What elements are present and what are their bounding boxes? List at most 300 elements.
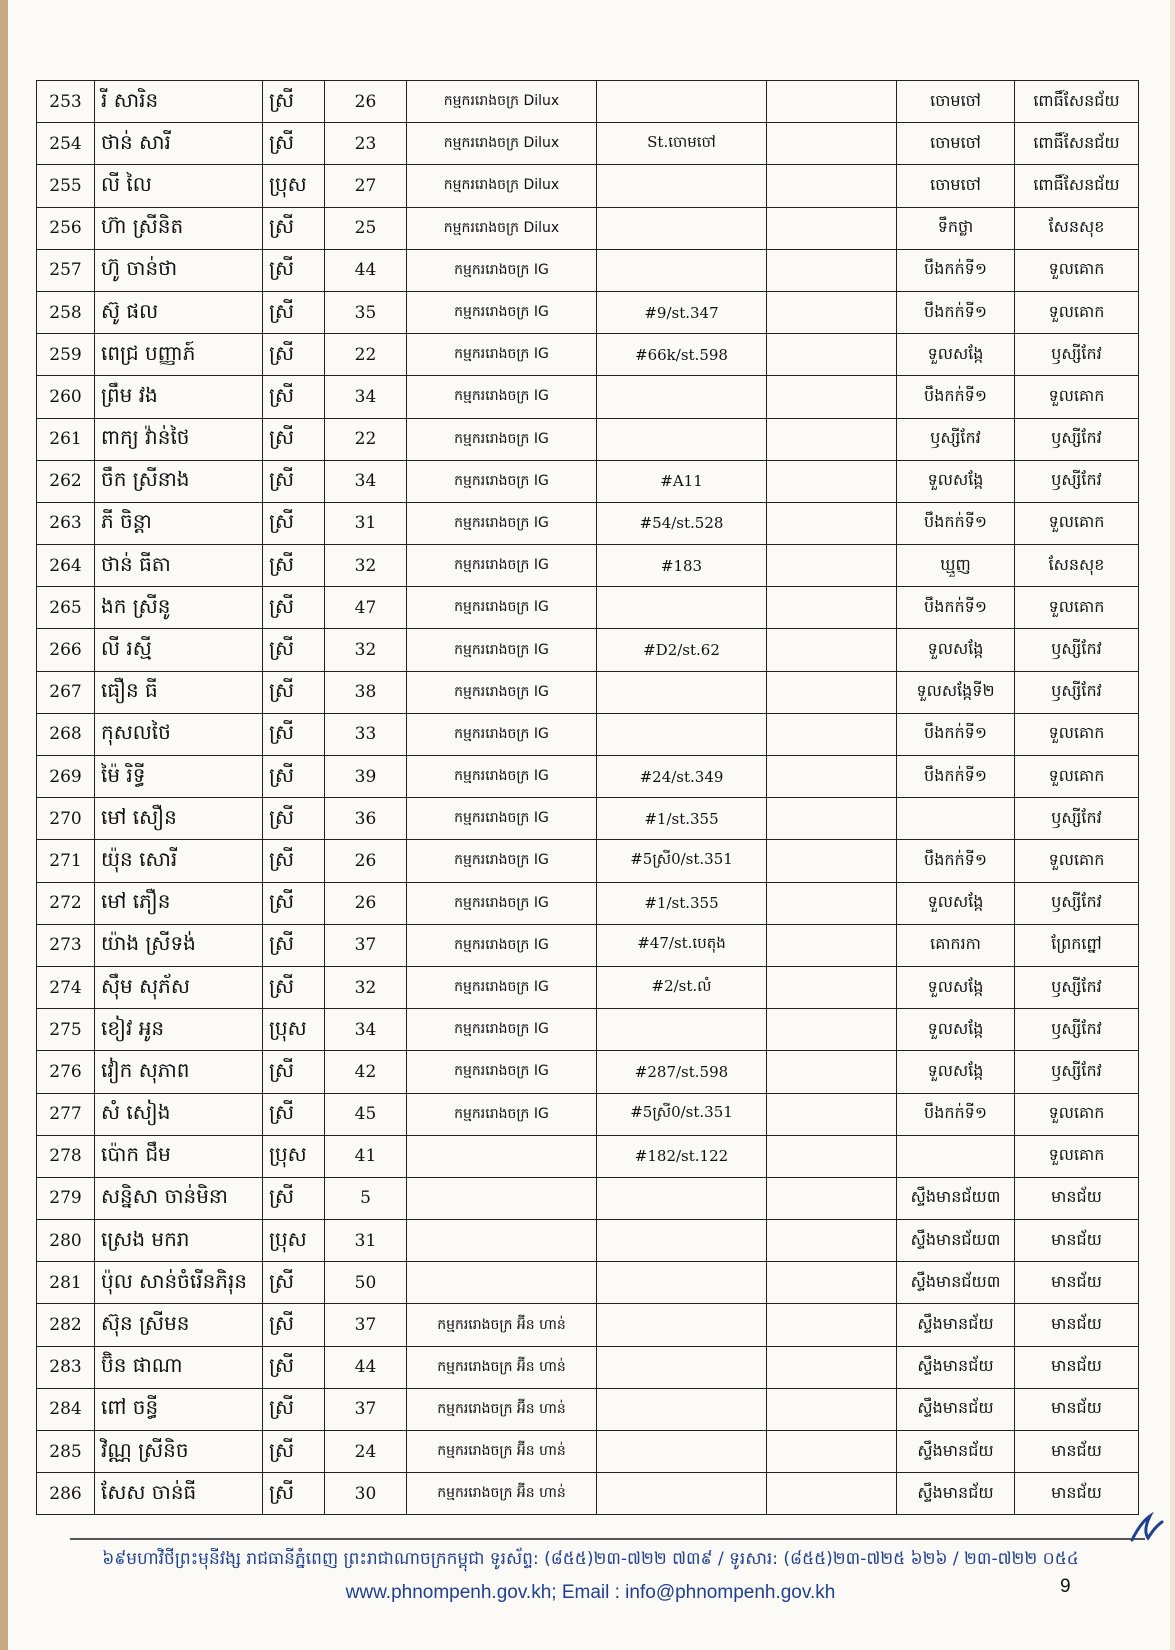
table-row xyxy=(37,1262,1139,1304)
row-number: 286 xyxy=(37,1473,95,1515)
blank-cell xyxy=(767,1220,897,1262)
row-number: 277 xyxy=(37,1093,95,1135)
table-row xyxy=(37,1431,1139,1473)
occupation-cell xyxy=(407,1177,597,1219)
person-name: កុសលថៃ xyxy=(95,713,263,755)
age-cell: 26 xyxy=(325,882,407,924)
person-name: ពេជ្រ បញ្ញាភ៍ xyxy=(95,334,263,376)
blank-cell xyxy=(767,165,897,207)
person-name: ងក ស្រីនូ xyxy=(95,587,263,629)
table-row xyxy=(37,713,1139,755)
blank-cell xyxy=(767,882,897,924)
house-address-cell: #2/st.លំ xyxy=(597,966,767,1008)
sex-cell: ប្រុស xyxy=(263,1009,325,1051)
row-number: 284 xyxy=(37,1388,95,1430)
row-number: 285 xyxy=(37,1431,95,1473)
table-row xyxy=(37,756,1139,798)
age-cell: 37 xyxy=(325,1304,407,1346)
village-cell: ស្ទឹងមានជ័យ xyxy=(897,1431,1015,1473)
house-address-cell: #66k/st.598 xyxy=(597,334,767,376)
village-cell: បឹងកក់ទី១ xyxy=(897,713,1015,755)
occupation-cell: កម្មកររោងចក្រ IG xyxy=(407,671,597,713)
row-number: 270 xyxy=(37,798,95,840)
person-name: ចឹក ស្រីនាង xyxy=(95,460,263,502)
house-address-cell: #9/st.347 xyxy=(597,291,767,333)
house-address-cell xyxy=(597,376,767,418)
blank-cell xyxy=(767,1135,897,1177)
sex-cell: ស្រី xyxy=(263,1177,325,1219)
district-cell: ទួលគោក xyxy=(1015,376,1139,418)
sex-cell: ស្រី xyxy=(263,1093,325,1135)
blank-cell xyxy=(767,249,897,291)
blank-cell xyxy=(767,1346,897,1388)
person-name: វិណ្ណ ស្រីនិច xyxy=(95,1431,263,1473)
village-cell: ទួលសង្កែ xyxy=(897,966,1015,1008)
occupation-cell: កម្មកររោងចក្រ Dilux xyxy=(407,207,597,249)
person-name: ស៊ឹម សុភ័ស xyxy=(95,966,263,1008)
district-cell: មានជ័យ xyxy=(1015,1220,1139,1262)
table-row xyxy=(37,291,1139,333)
district-cell: ទួលគោក xyxy=(1015,502,1139,544)
district-cell: ទួលគោក xyxy=(1015,756,1139,798)
district-cell: មានជ័យ xyxy=(1015,1304,1139,1346)
village-cell: ទួលសង្កែ xyxy=(897,460,1015,502)
row-number: 266 xyxy=(37,629,95,671)
age-cell: 24 xyxy=(325,1431,407,1473)
occupation-cell: កម្មកររោងចក្រ IG xyxy=(407,545,597,587)
village-cell: ចោមចៅ xyxy=(897,165,1015,207)
district-cell: មានជ័យ xyxy=(1015,1346,1139,1388)
age-cell: 32 xyxy=(325,545,407,587)
sex-cell: ស្រី xyxy=(263,1388,325,1430)
document-page xyxy=(8,0,1170,1650)
age-cell: 38 xyxy=(325,671,407,713)
blank-cell xyxy=(767,671,897,713)
row-number: 265 xyxy=(37,587,95,629)
age-cell: 35 xyxy=(325,291,407,333)
occupation-cell xyxy=(407,1220,597,1262)
village-cell: បឹងកក់ទី១ xyxy=(897,502,1015,544)
table-row xyxy=(37,1346,1139,1388)
sex-cell: ស្រី xyxy=(263,502,325,544)
table-row xyxy=(37,1051,1139,1093)
row-number: 261 xyxy=(37,418,95,460)
village-cell: ស្ទឹងមានជ័យ xyxy=(897,1304,1015,1346)
occupation-cell: កម្មកររោងចក្រ IG xyxy=(407,713,597,755)
person-name: រី សារិន xyxy=(95,81,263,123)
person-name: ស្រេង មករា xyxy=(95,1220,263,1262)
occupation-cell: កម្មកររោងចក្រ IG xyxy=(407,840,597,882)
sex-cell: ស្រី xyxy=(263,587,325,629)
blank-cell xyxy=(767,798,897,840)
occupation-cell xyxy=(407,1262,597,1304)
village-cell: ស្ទឹងមានជ័យ៣ xyxy=(897,1262,1015,1304)
person-name: យ៉ាង ស្រីទង់ xyxy=(95,924,263,966)
blank-cell xyxy=(767,587,897,629)
house-address-cell xyxy=(597,207,767,249)
row-number: 271 xyxy=(37,840,95,882)
district-cell: មានជ័យ xyxy=(1015,1431,1139,1473)
village-cell: ទួលសង្កែទី២ xyxy=(897,671,1015,713)
row-number: 262 xyxy=(37,460,95,502)
row-number: 280 xyxy=(37,1220,95,1262)
sex-cell: ស្រី xyxy=(263,840,325,882)
table-row xyxy=(37,376,1139,418)
table-row xyxy=(37,1135,1139,1177)
blank-cell xyxy=(767,1262,897,1304)
district-cell: ឫស្សីកែវ xyxy=(1015,798,1139,840)
district-cell: ឫស្សីកែវ xyxy=(1015,418,1139,460)
house-address-cell xyxy=(597,249,767,291)
village-cell xyxy=(897,1135,1015,1177)
village-cell xyxy=(897,798,1015,840)
blank-cell xyxy=(767,756,897,798)
footer-web-email: www.phnompenh.gov.kh; Email : info@phnompenh.gov.kh xyxy=(345,1582,836,1603)
row-number: 267 xyxy=(37,671,95,713)
age-cell: 31 xyxy=(325,502,407,544)
age-cell: 30 xyxy=(325,1473,407,1515)
house-address-cell xyxy=(597,671,767,713)
age-cell: 33 xyxy=(325,713,407,755)
village-cell: ឃ្មួញ xyxy=(897,545,1015,587)
table-row xyxy=(37,249,1139,291)
house-address-cell: #24/st.349 xyxy=(597,756,767,798)
district-cell: ឫស្សីកែវ xyxy=(1015,1051,1139,1093)
sex-cell: ស្រី xyxy=(263,882,325,924)
village-cell: ស្ទឹងមានជ័យ xyxy=(897,1346,1015,1388)
age-cell: 44 xyxy=(325,249,407,291)
sex-cell: ស្រី xyxy=(263,460,325,502)
district-cell: ឫស្សីកែវ xyxy=(1015,334,1139,376)
age-cell: 41 xyxy=(325,1135,407,1177)
sex-cell: ស្រី xyxy=(263,629,325,671)
row-number: 281 xyxy=(37,1262,95,1304)
table-row xyxy=(37,165,1139,207)
table-row xyxy=(37,671,1139,713)
district-cell: ឫស្សីកែវ xyxy=(1015,966,1139,1008)
sex-cell: ស្រី xyxy=(263,291,325,333)
person-name: ពៅ ចន្ធី xyxy=(95,1388,263,1430)
age-cell: 36 xyxy=(325,798,407,840)
person-name: ហ៊ូ ចាន់ថា xyxy=(95,249,263,291)
house-address-cell xyxy=(597,1262,767,1304)
blank-cell xyxy=(767,207,897,249)
table-body xyxy=(37,81,1139,1515)
village-cell: បឹងកក់ទី១ xyxy=(897,291,1015,333)
house-address-cell xyxy=(597,418,767,460)
row-number: 273 xyxy=(37,924,95,966)
person-name: លី លៃ xyxy=(95,165,263,207)
house-address-cell: #A11 xyxy=(597,460,767,502)
village-cell: ស្ទឹងមានជ័យ៣ xyxy=(897,1220,1015,1262)
age-cell: 22 xyxy=(325,334,407,376)
house-address-cell: St.ចោមចៅ xyxy=(597,123,767,165)
row-number: 282 xyxy=(37,1304,95,1346)
house-address-cell xyxy=(597,1388,767,1430)
sex-cell: ស្រី xyxy=(263,376,325,418)
sex-cell: ស្រី xyxy=(263,123,325,165)
table-row xyxy=(37,924,1139,966)
blank-cell xyxy=(767,81,897,123)
village-cell: ស្ទឹងមានជ័យ xyxy=(897,1388,1015,1430)
person-name: មៅ ភឿន xyxy=(95,882,263,924)
table-row xyxy=(37,460,1139,502)
village-cell: បឹងកក់ទី១ xyxy=(897,840,1015,882)
house-address-cell xyxy=(597,81,767,123)
occupation-cell: កម្មកររោងចក្រ IG xyxy=(407,966,597,1008)
table-row xyxy=(37,1177,1139,1219)
row-number: 272 xyxy=(37,882,95,924)
person-name: ថាន់ សារី xyxy=(95,123,263,165)
sex-cell: ស្រី xyxy=(263,713,325,755)
row-number: 278 xyxy=(37,1135,95,1177)
district-cell: ទួលគោក xyxy=(1015,1093,1139,1135)
occupation-cell: កម្មកររោងចក្រ អ៊ីន ហាន់ xyxy=(407,1346,597,1388)
occupation-cell: កម្មកររោងចក្រ IG xyxy=(407,629,597,671)
row-number: 255 xyxy=(37,165,95,207)
district-cell: ទួលគោក xyxy=(1015,1135,1139,1177)
blank-cell xyxy=(767,334,897,376)
handwritten-mark xyxy=(1128,1510,1164,1546)
table-row xyxy=(37,418,1139,460)
district-cell: ឫស្សីកែវ xyxy=(1015,1009,1139,1051)
house-address-cell xyxy=(597,165,767,207)
blank-cell xyxy=(767,1431,897,1473)
house-address-cell xyxy=(597,1431,767,1473)
age-cell: 39 xyxy=(325,756,407,798)
occupation-cell: កម្មកររោងចក្រ IG xyxy=(407,587,597,629)
person-name: ប៊ិន ផាណា xyxy=(95,1346,263,1388)
footer-address: ៦៩មហាវិថីព្រះមុនីវង្ស រាជធានីភ្នំពេញ ព្រះរាជាណាចក្រកម្ពុជា ទូរស័ព្ទ: (៨៥៥)២៣-៧២២ ៧៣៩ / ទូរសារ: (៨៥៥)២៣-៧២៥ ៦២៦ / ២៣-៧២២ ០៥៤ xyxy=(102,1549,1079,1569)
person-name: ស៊ុន ស្រីមន xyxy=(95,1304,263,1346)
sex-cell: ប្រុស xyxy=(263,165,325,207)
row-number: 275 xyxy=(37,1009,95,1051)
victims-table-wrapper xyxy=(36,80,1139,1515)
occupation-cell: កម្មកររោងចក្រ IG xyxy=(407,1093,597,1135)
blank-cell xyxy=(767,376,897,418)
person-name: ថាន់ ធីតា xyxy=(95,545,263,587)
district-cell: ទួលគោក xyxy=(1015,840,1139,882)
occupation-cell: កម្មកររោងចក្រ IG xyxy=(407,460,597,502)
person-name: វៀក សុភាព xyxy=(95,1051,263,1093)
sex-cell: ស្រី xyxy=(263,1473,325,1515)
district-cell: ទួលគោក xyxy=(1015,249,1139,291)
person-name: ធឿន ធី xyxy=(95,671,263,713)
blank-cell xyxy=(767,502,897,544)
age-cell: 45 xyxy=(325,1093,407,1135)
village-cell: ទួលសង្កែ xyxy=(897,334,1015,376)
house-address-cell: #54/st.528 xyxy=(597,502,767,544)
house-address-cell xyxy=(597,1009,767,1051)
blank-cell xyxy=(767,966,897,1008)
house-address-cell: #1/st.355 xyxy=(597,798,767,840)
table-row xyxy=(37,587,1139,629)
sex-cell: ស្រី xyxy=(263,249,325,291)
sex-cell: ស្រី xyxy=(263,1346,325,1388)
row-number: 276 xyxy=(37,1051,95,1093)
person-name: ស៊ូ ផល xyxy=(95,291,263,333)
row-number: 259 xyxy=(37,334,95,376)
district-cell: ព្រែកព្នៅ xyxy=(1015,924,1139,966)
village-cell: ទួលសង្កែ xyxy=(897,1051,1015,1093)
age-cell: 47 xyxy=(325,587,407,629)
table-row xyxy=(37,81,1139,123)
sex-cell: ស្រី xyxy=(263,966,325,1008)
person-name: ខៀវ អូន xyxy=(95,1009,263,1051)
occupation-cell: កម្មកររោងចក្រ IG xyxy=(407,376,597,418)
blank-cell xyxy=(767,1177,897,1219)
sex-cell: ប្រុស xyxy=(263,1135,325,1177)
house-address-cell xyxy=(597,1304,767,1346)
row-number: 254 xyxy=(37,123,95,165)
occupation-cell: កម្មកររោងចក្រ IG xyxy=(407,756,597,798)
sex-cell: ស្រី xyxy=(263,545,325,587)
blank-cell xyxy=(767,1093,897,1135)
occupation-cell: កម្មកររោងចក្រ Dilux xyxy=(407,81,597,123)
village-cell: ទួលសង្កែ xyxy=(897,1009,1015,1051)
sex-cell: ស្រី xyxy=(263,1262,325,1304)
table-row xyxy=(37,798,1139,840)
village-cell: គោករកា xyxy=(897,924,1015,966)
table-row xyxy=(37,1009,1139,1051)
blank-cell xyxy=(767,291,897,333)
age-cell: 25 xyxy=(325,207,407,249)
row-number: 260 xyxy=(37,376,95,418)
district-cell: ពោធិ៍សែនជ័យ xyxy=(1015,165,1139,207)
sex-cell: ស្រី xyxy=(263,756,325,798)
occupation-cell: កម្មកររោងចក្រ IG xyxy=(407,1009,597,1051)
person-name: ព្រឹម វង xyxy=(95,376,263,418)
row-number: 263 xyxy=(37,502,95,544)
blank-cell xyxy=(767,840,897,882)
row-number: 253 xyxy=(37,81,95,123)
blank-cell xyxy=(767,1009,897,1051)
row-number: 279 xyxy=(37,1177,95,1219)
footer-divider xyxy=(70,1538,1145,1540)
village-cell: ទួលសង្កែ xyxy=(897,629,1015,671)
house-address-cell xyxy=(597,1220,767,1262)
table-row xyxy=(37,966,1139,1008)
district-cell: ពោធិ៍សែនជ័យ xyxy=(1015,123,1139,165)
age-cell: 37 xyxy=(325,924,407,966)
district-cell: មានជ័យ xyxy=(1015,1177,1139,1219)
house-address-cell xyxy=(597,1473,767,1515)
person-name: ប៉ោក ជឹម xyxy=(95,1135,263,1177)
age-cell: 32 xyxy=(325,966,407,1008)
house-address-cell: #47/st.បេតុង xyxy=(597,924,767,966)
occupation-cell: កម្មកររោងចក្រ IG xyxy=(407,798,597,840)
blank-cell xyxy=(767,123,897,165)
district-cell: ឫស្សីកែវ xyxy=(1015,882,1139,924)
row-number: 274 xyxy=(37,966,95,1008)
age-cell: 22 xyxy=(325,418,407,460)
occupation-cell: កម្មកររោងចក្រ អ៊ីន ហាន់ xyxy=(407,1388,597,1430)
occupation-cell: កម្មកររោងចក្រ IG xyxy=(407,924,597,966)
age-cell: 42 xyxy=(325,1051,407,1093)
district-cell: មានជ័យ xyxy=(1015,1262,1139,1304)
occupation-cell: កម្មកររោងចក្រ អ៊ីន ហាន់ xyxy=(407,1431,597,1473)
age-cell: 26 xyxy=(325,81,407,123)
table-row xyxy=(37,629,1139,671)
district-cell: សែនសុខ xyxy=(1015,207,1139,249)
occupation-cell: កម្មកររោងចក្រ Dilux xyxy=(407,165,597,207)
table-row xyxy=(37,882,1139,924)
blank-cell xyxy=(767,545,897,587)
table-row xyxy=(37,1220,1139,1262)
occupation-cell: កម្មកររោងចក្រ IG xyxy=(407,1051,597,1093)
person-name: ភី ចិន្តា xyxy=(95,502,263,544)
person-name: សន្និសា ចាន់មិនា xyxy=(95,1177,263,1219)
sex-cell: ស្រី xyxy=(263,671,325,713)
house-address-cell: #183 xyxy=(597,545,767,587)
village-cell: បឹងកក់ទី១ xyxy=(897,249,1015,291)
age-cell: 26 xyxy=(325,840,407,882)
occupation-cell: កម្មកររោងចក្រ IG xyxy=(407,418,597,460)
blank-cell xyxy=(767,1304,897,1346)
village-cell: ទឹកថ្លា xyxy=(897,207,1015,249)
person-name: ពាក្យ វ៉ាន់ថៃ xyxy=(95,418,263,460)
sex-cell: ស្រី xyxy=(263,334,325,376)
table-row xyxy=(37,334,1139,376)
house-address-cell: #287/st.598 xyxy=(597,1051,767,1093)
village-cell: ចោមចៅ xyxy=(897,81,1015,123)
sex-cell: ស្រី xyxy=(263,81,325,123)
occupation-cell: កម្មកររោងចក្រ អ៊ីន ហាន់ xyxy=(407,1473,597,1515)
occupation-cell: កម្មកររោងចក្រ IG xyxy=(407,291,597,333)
sex-cell: ស្រី xyxy=(263,1051,325,1093)
village-cell: ឫស្សីកែវ xyxy=(897,418,1015,460)
sex-cell: ស្រី xyxy=(263,1431,325,1473)
district-cell: ទួលគោក xyxy=(1015,291,1139,333)
table-row xyxy=(37,123,1139,165)
table-row xyxy=(37,1388,1139,1430)
person-name: សំ សៀង xyxy=(95,1093,263,1135)
paper-edge xyxy=(0,0,8,1650)
age-cell: 31 xyxy=(325,1220,407,1262)
age-cell: 50 xyxy=(325,1262,407,1304)
house-address-cell: #1/st.355 xyxy=(597,882,767,924)
person-name: យ៉ុន សោរី xyxy=(95,840,263,882)
blank-cell xyxy=(767,629,897,671)
age-cell: 44 xyxy=(325,1346,407,1388)
district-cell: ឫស្សីកែវ xyxy=(1015,629,1139,671)
house-address-cell xyxy=(597,1346,767,1388)
district-cell: មានជ័យ xyxy=(1015,1473,1139,1515)
house-address-cell: #182/st.122 xyxy=(597,1135,767,1177)
row-number: 258 xyxy=(37,291,95,333)
table-row xyxy=(37,207,1139,249)
blank-cell xyxy=(767,924,897,966)
person-name: ហ៊ា ស្រីនិត xyxy=(95,207,263,249)
occupation-cell: កម្មកររោងចក្រ IG xyxy=(407,882,597,924)
house-address-cell xyxy=(597,1177,767,1219)
district-cell: ពោធិ៍សែនជ័យ xyxy=(1015,81,1139,123)
occupation-cell: កម្មកររោងចក្រ Dilux xyxy=(407,123,597,165)
sex-cell: ស្រី xyxy=(263,798,325,840)
occupation-cell xyxy=(407,1135,597,1177)
age-cell: 32 xyxy=(325,629,407,671)
blank-cell xyxy=(767,1473,897,1515)
table-row xyxy=(37,840,1139,882)
age-cell: 34 xyxy=(325,460,407,502)
village-cell: ទួលសង្កែ xyxy=(897,882,1015,924)
person-name: ប៉ុល សាន់ចំរើនភិរុន xyxy=(95,1262,263,1304)
village-cell: បឹងកក់ទី១ xyxy=(897,587,1015,629)
blank-cell xyxy=(767,713,897,755)
village-cell: ចោមចៅ xyxy=(897,123,1015,165)
house-address-cell: #5ស្រី0/st.351 xyxy=(597,840,767,882)
blank-cell xyxy=(767,1051,897,1093)
